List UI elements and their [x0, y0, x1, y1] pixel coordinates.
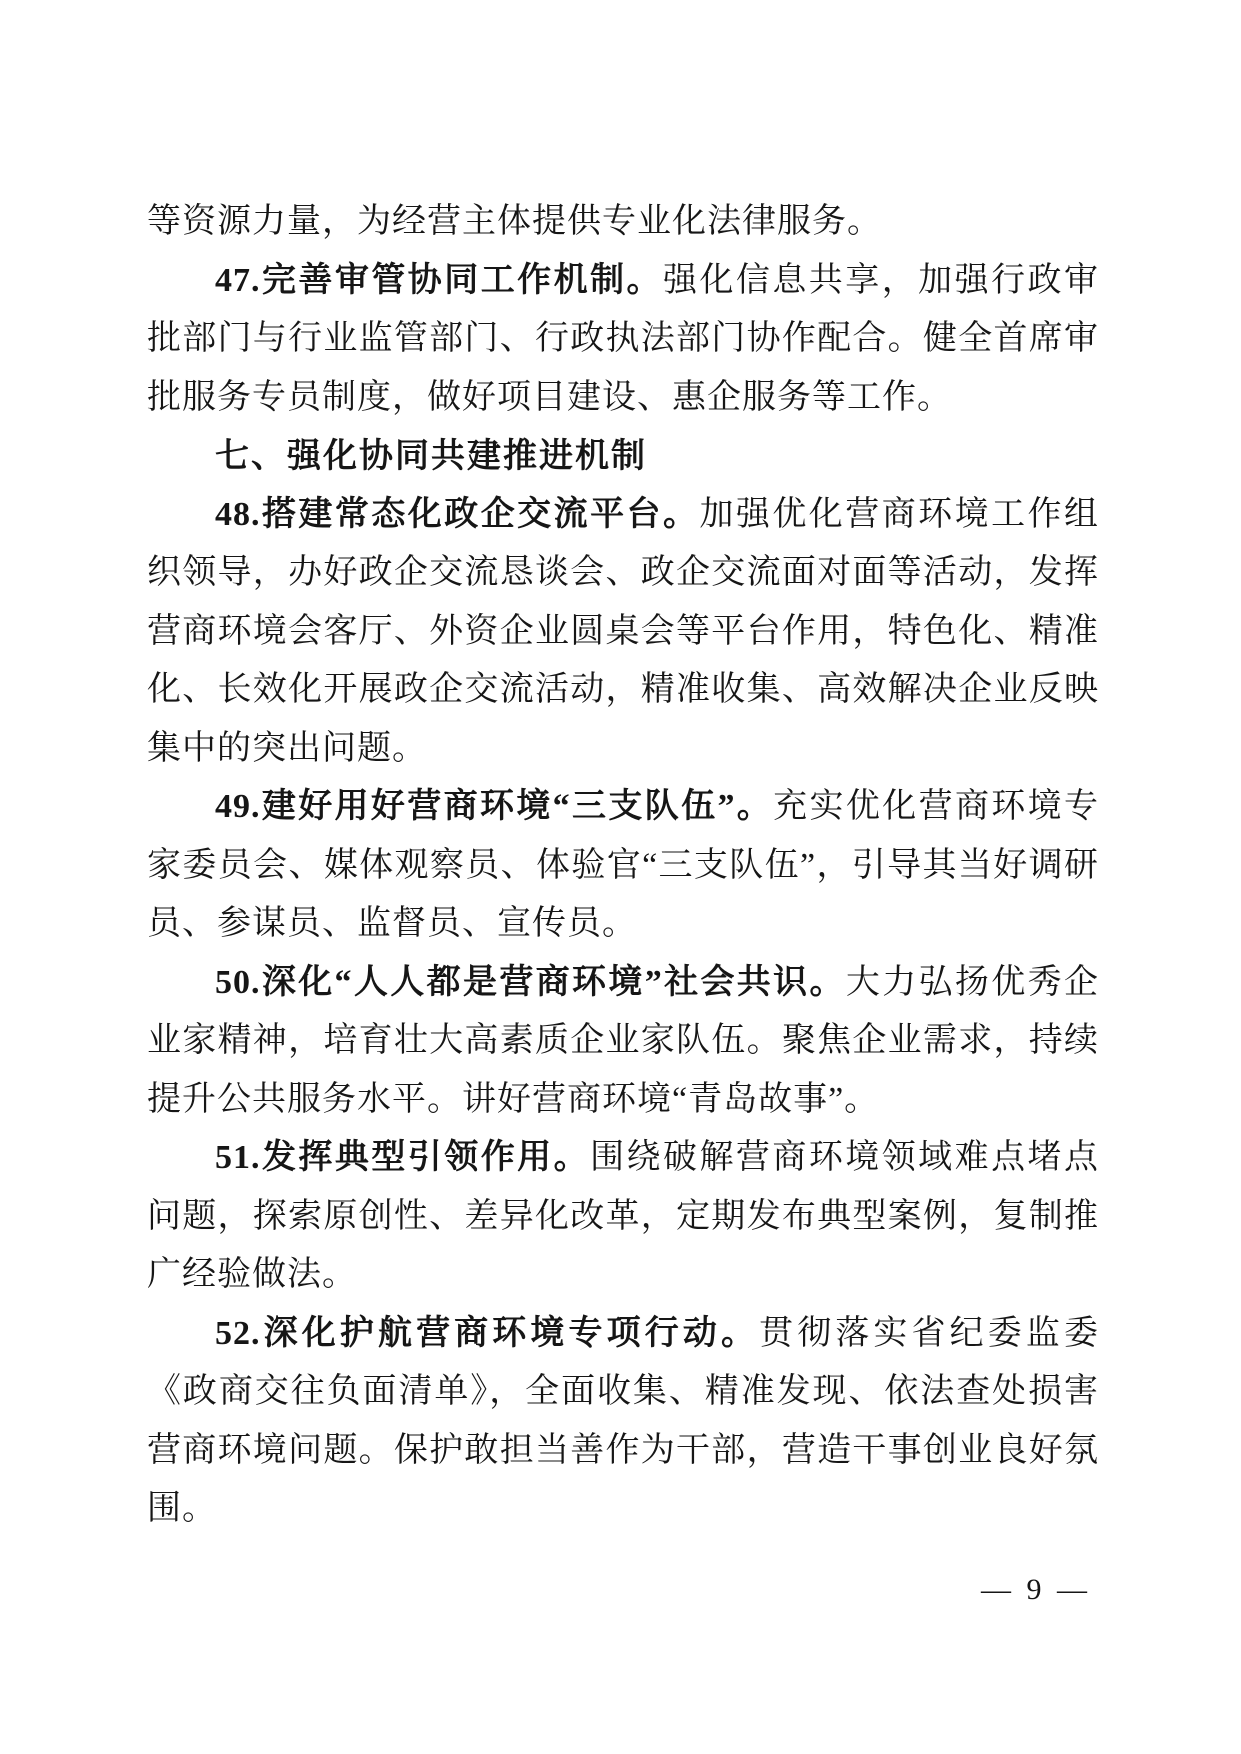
- item-47-lead: 47.完善审管协同工作机制。: [215, 261, 663, 299]
- paragraph-item-48: [147, 486, 1099, 779]
- paragraph-item-52: [147, 1305, 1099, 1539]
- section-heading-7: 七、强化协同共建推进机制: [215, 437, 647, 475]
- item-49-lead: 49.建好用好营商环境“三支队伍”。: [215, 788, 774, 825]
- item-50-text: 大力弘扬优秀企业家精神，培育壮大高素质企业家队伍。聚焦企业需求，持续提升公共服务水平。讲好营商环境“青岛故事”。: [147, 963, 1099, 1118]
- item-51-text: 围绕破解营商环境领域难点堵点问题，探索原创性、差异化改革，定期发布典型案例，复制推广经验做法。: [147, 1139, 1100, 1293]
- page-number: — 9 —: [981, 1573, 1091, 1606]
- item-52-text: 贯彻落实省纪委监委《政商交往负面清单》，全面收集、精准发现、依法查处损害营商环境问题。保护敢担当善作为干部，营造干事创业良好氛围。: [147, 1314, 1100, 1527]
- paragraph-continuation: 等资源力量，为经营主体提供专业化法律服务。: [147, 203, 882, 240]
- item-48-text: 加强优化营商环境工作组织领导，办好政企交流恳谈会、政企交流面对面等活动，发挥营商环境会客厅、外资企业圆桌会等平台作用，特色化、精准化、长效化开展政企交流活动，精准收集、高效解决企业反映集中的突出问题。: [147, 495, 1100, 767]
- item-49-text: 充实优化营商环境专家委员会、媒体观察员、体验官“三支队伍”，引导其当好调研员、参谋员、监督员、宣传员。: [147, 788, 1100, 942]
- document-body: [147, 193, 1099, 1539]
- item-50-lead: 50.深化“人人都是营商环境”社会共识。: [215, 963, 846, 1001]
- item-47-text: 强化信息共享，加强行政审批部门与行业监管部门、行政执法部门协作配合。健全首席审批服务专员制度，做好项目建设、惠企服务等工作。: [147, 261, 1100, 416]
- item-51-lead: 51.发挥典型引领作用。: [215, 1139, 591, 1176]
- item-48-lead: 48.搭建常态化政企交流平台。: [215, 495, 700, 533]
- item-52-lead: 52.深化护航营商环境专项行动。: [215, 1314, 760, 1352]
- paragraph-item-47: [147, 252, 1099, 428]
- paragraph-item-51: [147, 1129, 1099, 1305]
- paragraph-item-49: [147, 778, 1099, 954]
- paragraph-item-50: [147, 954, 1099, 1130]
